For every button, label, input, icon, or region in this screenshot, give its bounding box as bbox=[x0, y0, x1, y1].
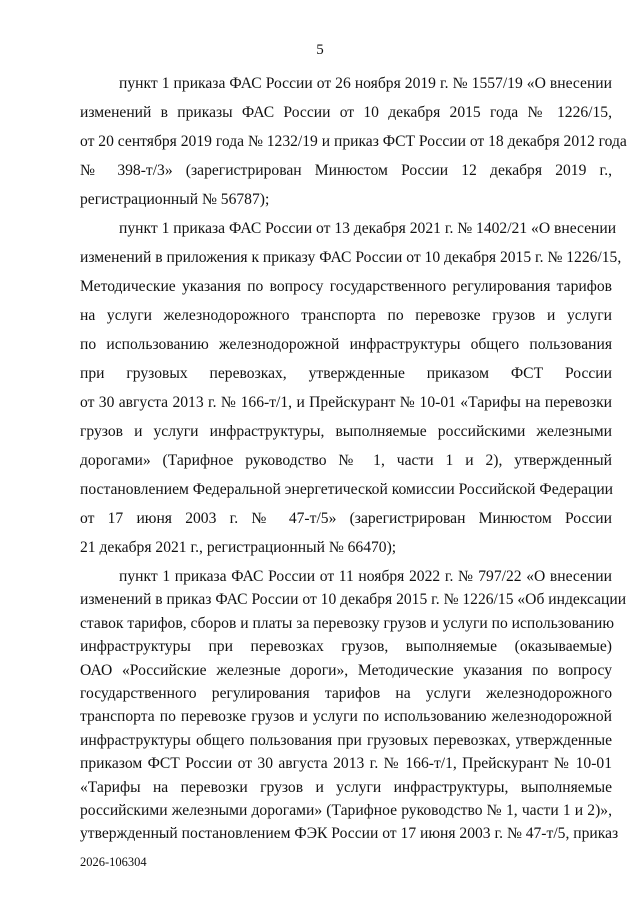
paragraph-1-line-3: от 20 сентября 2019 года № 1232/19 и приказ ФСТ России от 18 декабря 2012 года bbox=[80, 133, 627, 150]
paragraph-2-line-2: изменений в приложения к приказу ФАС России от 10 декабря 2015 г. № 1226/15, bbox=[80, 249, 622, 266]
paragraph-3-line-6: государственного регулирования тарифов на услуги железнодорожного bbox=[80, 685, 612, 702]
page-number: 5 bbox=[316, 42, 324, 58]
paragraph-2-line-4: на услуги железнодорожного транспорта по перевозке грузов и услуги bbox=[80, 307, 612, 324]
paragraph-1-line-4: № 398-т/3» (зарегистрирован Минюстом России 12 декабря 2019 г., bbox=[80, 162, 612, 179]
paragraph-3-line-11: российскими железными дорогами» (Тарифное руководство № 1, части 1 и 2)», bbox=[80, 802, 612, 819]
paragraph-3-line-5: ОАО «Российские железные дороги», Методические указания по вопросу bbox=[80, 661, 612, 679]
paragraph-2-line-12: 21 декабря 2021 г., регистрационный № 66470); bbox=[80, 539, 397, 556]
paragraph-2-line-6: при грузовых перевозках, утвержденные приказом ФСТ России bbox=[80, 365, 612, 382]
paragraph-2-line-1: пункт 1 приказа ФАС России от 13 декабря 2021 г. № 1402/21 «О внесении bbox=[119, 220, 617, 237]
paragraph-2-line-11: от 17 июня 2003 г. № 47-т/5» (зарегистрирован Минюстом России bbox=[80, 510, 612, 527]
paragraph-3-line-4: инфраструктуры при перевозках грузов, выполняемые (оказываемые) bbox=[80, 638, 612, 656]
paragraph-3-line-9: приказом ФСТ России от 30 августа 2013 г. № 166-т/1, Прейскурант № 10-01 bbox=[80, 755, 612, 773]
paragraph-3-line-2: изменений в приказ ФАС России от 10 декабря 2015 г. № 1226/15 «Об индексации bbox=[80, 591, 627, 609]
paragraph-1-line-5: регистрационный № 56787); bbox=[80, 191, 270, 208]
paragraph-3-line-12: утвержденный постановлением ФЭК России от 17 июня 2003 г. № 47-т/5, приказ bbox=[80, 825, 619, 843]
paragraph-3-line-3: ставок тарифов, сборов и платы за перевозку грузов и услуги по использованию bbox=[80, 614, 615, 632]
paragraph-3-line-8: инфраструктуры общего пользования при грузовых перевозках, утвержденные bbox=[80, 731, 612, 749]
paragraph-3-line-10: «Тарифы на перевозки грузов и услуги инфраструктуры, выполняемые bbox=[80, 778, 612, 796]
paragraph-1-line-2: изменений в приказы ФАС России от 10 декабря 2015 года № 1226/15, bbox=[80, 104, 612, 121]
paragraph-2-line-3: Методические указания по вопросу государственного регулирования тарифов bbox=[80, 278, 612, 295]
document-registration-code: 2026-106304 bbox=[80, 855, 147, 869]
paragraph-2-line-8: грузов и услуги инфраструктуры, выполняемые российскими железными bbox=[80, 423, 612, 440]
paragraph-3-line-1: пункт 1 приказа ФАС России от 11 ноября 2022 г. № 797/22 «О внесении bbox=[119, 568, 612, 585]
paragraph-3-line-7: транспорта по перевозке грузов и услуги по использованию железнодорожной bbox=[80, 708, 612, 726]
paragraph-2-line-9: дорогами» (Тарифное руководство № 1, части 1 и 2), утвержденный bbox=[80, 452, 612, 469]
paragraph-2-line-7: от 30 августа 2013 г. № 166-т/1, и Прейскурант № 10-01 «Тарифы на перевозки bbox=[80, 394, 612, 411]
paragraph-1-line-1: пункт 1 приказа ФАС России от 26 ноября 2019 г. № 1557/19 «О внесении bbox=[119, 75, 612, 92]
paragraph-2-line-10: постановлением Федеральной энергетической комиссии Российской Федерации bbox=[80, 481, 614, 498]
paragraph-2-line-5: по использованию железнодорожной инфраструктуры общего пользования bbox=[80, 336, 612, 353]
